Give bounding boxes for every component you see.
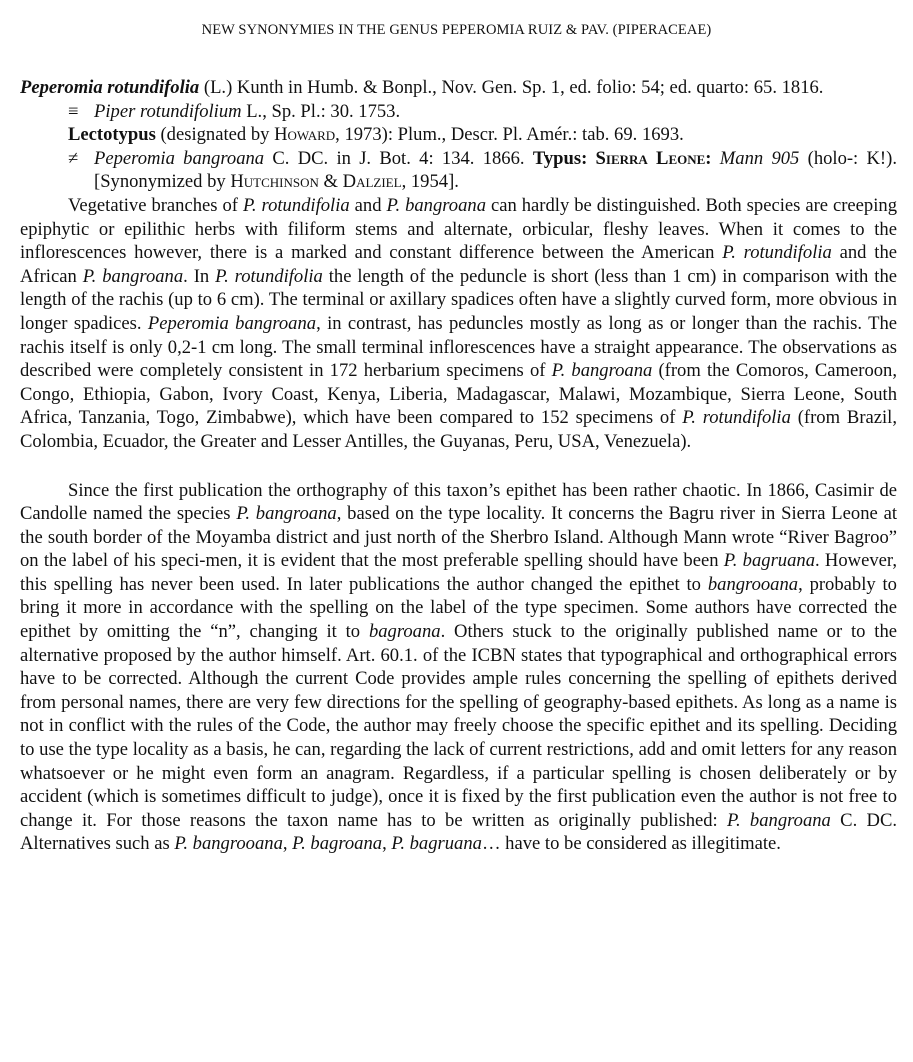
typus-label: Typus: (532, 147, 588, 169)
text-run: … have to be considered as illegitimate. (481, 833, 781, 855)
text-run: (from the Comoros, Cameroon, Congo, Ethiopia, Gabon, Ivory Coast, Kenya, Liberia, Madagascar, Malawi, Mozambique, Sierra Leone, South Africa, Tanzania, Togo, Zimbabwe), which have been compared to 152 specimens of (20, 360, 897, 429)
taxon-name: Peperomia rotundifolia (20, 77, 200, 98)
holotype-text: (holo-: K!). [Synonymized by (94, 147, 897, 193)
lectotype-text: (designated by (155, 124, 275, 146)
lectotype-reference: , 1973): Plum., Descr. Pl. Amér.: tab. 69. 1693. (335, 124, 684, 146)
synonymy-year: , 1954]. (401, 171, 459, 193)
text-run: (from Brazil, Colombia, Ecuador, the Greater and Lesser Antilles, the Guyanas, Peru, USA, Venezuela). (20, 407, 897, 452)
taxon-italic: P. bagroana (292, 833, 383, 855)
taxon-italic: Peperomia bangroana (147, 312, 317, 334)
taxon-italic: P. rotundifolia (215, 265, 323, 287)
taxon-italic: P. bagruana (723, 550, 815, 572)
taxon-italic: P. bangroana (236, 503, 337, 525)
heterotypic-symbol: ≠ (68, 147, 79, 169)
text-run: C. DC. Alternatives such as (20, 809, 897, 855)
taxon-italic: P. rotundifolia (682, 407, 791, 429)
text-run: . In (183, 265, 216, 287)
lectotype-author: Howard (274, 124, 336, 146)
text-run: , (382, 833, 392, 855)
synonymizer-2: Dalziel (342, 171, 402, 193)
space (712, 148, 720, 169)
homotypic-synonym (20, 100, 897, 124)
collector: Mann 905 (719, 147, 800, 169)
text-run: , (282, 833, 293, 855)
text-run: can hardly be distinguished. Both species are creeping epiphytic or epilithic herbs with filiform stems and alternate, orbicular, fleshy leaves. When it comes to the inflorescences however, there is a marked and constant difference between the American (20, 194, 897, 264)
text-run: and the African (20, 242, 897, 287)
taxon-italic: bangrooana (707, 573, 799, 595)
synonymizer-1: Hutchinson (230, 171, 319, 193)
synonym-name-2: Peperomia bangroana (94, 147, 265, 169)
taxon-entry (20, 76, 897, 100)
taxon-italic: P. bangroana (551, 360, 653, 382)
lectotype-label: Lectotypus (68, 124, 156, 146)
type-locality: Sierra Leone: (595, 147, 712, 169)
text-run: . Others stuck to the originally published name or to the alternative proposed by the author himself. Art. 60.1. of the ICBN states that typographical and orthographical errors have to be corrected. Although the current Code provides ample rules concerning the spelling of epithets derived from personal names, there are very few directions for the spelling of geography-based epithets. As long as a name is not in conflict with the rules of the Code, the author may freely choose the specific epithet and its spelling. Deciding to use the type locality as a basis, he can, regarding the lack of current restrictions, add and omit letters for any reason whatsoever or he might even form an anagram. Regardless, if a particular spelling is chosen deliberately or by accident (which is sometimes difficult to judge), once it is fixed by the first publication even the author is not free to change it. For those reasons the taxon name has to be written as originally published: (20, 621, 897, 831)
taxon-italic: P. rotundifolia (722, 242, 832, 264)
taxon-italic: bagroana (368, 621, 441, 643)
article-body (20, 76, 897, 856)
taxon-italic: P. bangroana (727, 809, 831, 831)
taxon-italic: P. rotundifolia (242, 194, 350, 216)
taxon-italic: P. bangroana (82, 265, 184, 287)
synonym-citation: L., Sp. Pl.: 30. 1753. (241, 100, 401, 122)
text-run: . However, this spelling has never been used. In later publications the author changed the epithet to (20, 550, 897, 595)
text-run: the length of the peduncle is short (less than 1 cm) in comparison with the length of the rachis (up to 6 cm). The terminal or axillary spadices often have a slightly curved form, more obvious in longer spadices. (20, 265, 897, 334)
taxon-italic: P. bangrooana (174, 833, 283, 855)
text-run: , in contrast, has peduncles mostly as long as or longer than the rachis. The rachis itself is only 0,2-1 cm long. The small terminal inflorescences have a straight appearance. The observations as described were completely consistent in 172 herbarium specimens of (20, 312, 898, 382)
text-run: , probably to bring it more in accordance with the spelling on the label of the type specimen. Some authors have corrected the epithet by omitting the “n”, changing it to (20, 573, 897, 643)
synonym-citation-2: C. DC. in J. Bot. 4: 134. 1866. (264, 147, 533, 169)
ampersand: & (318, 171, 343, 193)
homotypic-symbol: ≡ (68, 100, 79, 122)
paragraph-gap (20, 454, 897, 479)
running-header: NEW SYNONYMIES IN THE GENUS PEPEROMIA RUIZ & PAV. (PIPERACEAE) (201, 22, 712, 38)
text-run: Vegetative branches of (68, 194, 243, 216)
taxon-italic: P. bagruana (391, 833, 482, 855)
paragraph-morphology (20, 194, 897, 454)
taxon-italic: P. bangroana (386, 194, 486, 216)
text-run: Since the first publication the orthography of this taxon’s epithet has been rather chaotic. In 1866, Casimir de Candolle named the species (20, 479, 897, 525)
lectotype-line (20, 123, 897, 147)
text-run: , based on the type locality. It concerns the Bagru river in Sierra Leone at the south border of the Moyamba district and just north of the Sherbro Island. Although Mann wrote “River Bagroo” on the label of his speci-men, it is evident that the most preferable spelling should have been (20, 503, 897, 572)
space (587, 148, 595, 169)
text-run: and (349, 194, 387, 216)
synonym-name: Piper rotundifolium (94, 100, 242, 122)
paragraph-orthography (20, 479, 897, 857)
heterotypic-synonym (20, 147, 897, 194)
taxon-citation: (L.) Kunth in Humb. & Bonpl., Nov. Gen. Sp. 1, ed. folio: 54; ed. quarto: 65. 1816. (199, 77, 824, 98)
